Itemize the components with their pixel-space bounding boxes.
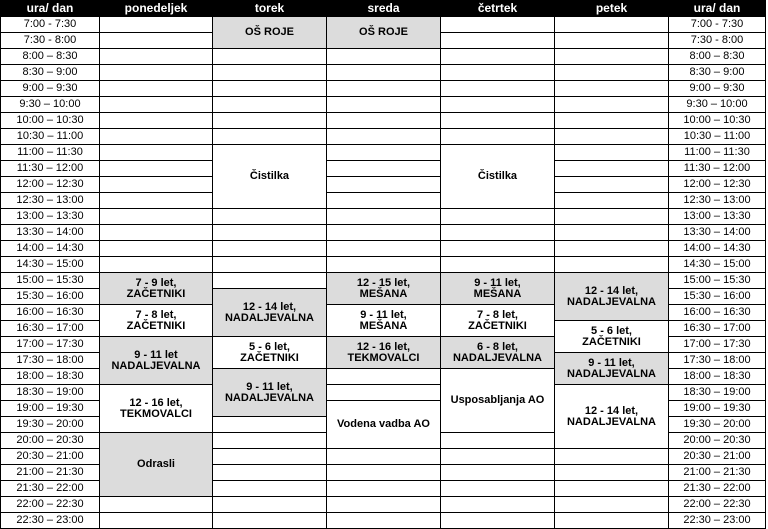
time-slot-right: 9:30 – 10:00	[669, 97, 766, 113]
empty-slot	[555, 129, 669, 145]
header-time-left: ura/ dan	[1, 1, 100, 17]
table-row	[1, 145, 766, 161]
empty-slot	[327, 113, 441, 129]
class-block-text: 6 - 8 let,	[477, 340, 518, 353]
table-row	[1, 257, 766, 273]
empty-slot	[327, 129, 441, 145]
class-block-text: ZAČETNIKI	[582, 335, 641, 348]
header-time-right: ura/ dan	[669, 1, 766, 17]
class-block-text: NADALJEVALNA	[566, 295, 657, 308]
class-block-text: Čistilka	[477, 170, 518, 182]
empty-slot	[441, 97, 555, 113]
class-block	[100, 337, 213, 385]
class-block-text: 12 - 14 let,	[242, 300, 297, 313]
time-slot-right: 7:30 - 8:00	[669, 33, 766, 49]
time-slot-right: 17:00 – 17:30	[669, 337, 766, 353]
class-block	[555, 273, 669, 321]
class-block	[327, 337, 441, 369]
empty-slot	[327, 145, 441, 161]
empty-slot	[213, 417, 327, 433]
time-slot-left: 18:30 – 19:00	[1, 385, 100, 401]
table-row	[1, 97, 766, 113]
table-row	[1, 209, 766, 225]
class-block-text: ZAČETNIKI	[468, 319, 527, 332]
empty-slot	[213, 65, 327, 81]
empty-slot	[555, 113, 669, 129]
empty-slot	[555, 49, 669, 65]
time-slot-left: 15:30 – 16:00	[1, 289, 100, 305]
time-slot-right: 17:30 – 18:00	[669, 353, 766, 369]
time-slot-right: 21:30 – 22:00	[669, 481, 766, 497]
class-block-text: TEKMOVALCI	[120, 407, 192, 420]
time-slot-right: 21:00 – 21:30	[669, 465, 766, 481]
empty-slot	[441, 449, 555, 465]
time-slot-left: 15:00 – 15:30	[1, 273, 100, 289]
time-slot-left: 7:30 - 8:00	[1, 33, 100, 49]
empty-slot	[213, 497, 327, 513]
time-slot-left: 22:00 – 22:30	[1, 497, 100, 513]
empty-slot	[327, 177, 441, 193]
time-slot-right: 20:00 – 20:30	[669, 433, 766, 449]
empty-slot	[100, 193, 213, 209]
empty-slot	[213, 97, 327, 113]
class-block-text: ZAČETNIKI	[240, 351, 299, 364]
empty-slot	[100, 113, 213, 129]
table-row	[1, 225, 766, 241]
empty-slot	[100, 129, 213, 145]
empty-slot	[555, 97, 669, 113]
time-slot-left: 17:30 – 18:00	[1, 353, 100, 369]
time-slot-left: 21:30 – 22:00	[1, 481, 100, 497]
class-block	[213, 337, 327, 369]
table-row	[1, 129, 766, 145]
empty-slot	[100, 65, 213, 81]
empty-slot	[327, 513, 441, 529]
empty-slot	[555, 145, 669, 161]
time-slot-right: 18:30 – 19:00	[669, 385, 766, 401]
table-row	[1, 273, 766, 289]
empty-slot	[327, 65, 441, 81]
time-slot-left: 18:00 – 18:30	[1, 369, 100, 385]
time-slot-right: 19:00 – 19:30	[669, 401, 766, 417]
empty-slot	[213, 49, 327, 65]
time-slot-left: 11:00 – 11:30	[1, 145, 100, 161]
table-row	[1, 513, 766, 529]
class-block	[100, 385, 213, 433]
header-row	[1, 1, 766, 17]
class-block	[213, 17, 327, 49]
time-slot-right: 22:30 – 23:00	[669, 513, 766, 529]
empty-slot	[213, 273, 327, 289]
class-block-text: Vodena vadba AO	[337, 418, 430, 430]
class-block-text: NADALJEVALNA	[566, 367, 657, 380]
time-slot-right: 11:00 – 11:30	[669, 145, 766, 161]
class-block	[327, 273, 441, 305]
empty-slot	[327, 241, 441, 257]
class-block-text: 7 - 8 let,	[135, 308, 177, 321]
time-slot-left: 16:00 – 16:30	[1, 305, 100, 321]
header-day-ponedeljek: ponedeljek	[100, 1, 213, 17]
class-block-text: NADALJEVALNA	[224, 391, 315, 404]
class-block	[213, 369, 327, 417]
class-block-text: 12 - 16 let,	[356, 340, 411, 353]
empty-slot	[100, 161, 213, 177]
table-row	[1, 161, 766, 177]
empty-slot	[555, 161, 669, 177]
table-row	[1, 81, 766, 97]
empty-slot	[100, 209, 213, 225]
empty-slot	[327, 81, 441, 97]
empty-slot	[213, 113, 327, 129]
class-block-text: 12 - 14 let,	[584, 284, 639, 297]
table-row	[1, 177, 766, 193]
class-block	[441, 273, 555, 305]
time-slot-left: 11:30 – 12:00	[1, 161, 100, 177]
class-block-text: NADALJEVALNA	[566, 415, 657, 428]
empty-slot	[555, 497, 669, 513]
empty-slot	[555, 465, 669, 481]
class-block-text: 12 - 15 let,	[356, 276, 411, 289]
empty-slot	[555, 241, 669, 257]
empty-slot	[213, 449, 327, 465]
time-slot-right: 20:30 – 21:00	[669, 449, 766, 465]
empty-slot	[555, 513, 669, 529]
class-block-text: NADALJEVALNA	[111, 359, 201, 372]
header-day-petek: petek	[555, 1, 669, 17]
table-row	[1, 17, 766, 33]
class-block-text: 9 - 11 let,	[474, 276, 521, 289]
empty-slot	[213, 481, 327, 497]
class-block	[100, 273, 213, 305]
header-day-sreda: sreda	[327, 1, 441, 17]
time-slot-right: 8:00 – 8:30	[669, 49, 766, 65]
time-slot-right: 13:00 – 13:30	[669, 209, 766, 225]
class-block-text: 9 - 11 let,	[588, 356, 635, 369]
empty-slot	[441, 209, 555, 225]
empty-slot	[327, 369, 441, 385]
schedule-body	[1, 17, 766, 529]
empty-slot	[327, 209, 441, 225]
class-block	[441, 145, 555, 209]
empty-slot	[555, 209, 669, 225]
empty-slot	[555, 193, 669, 209]
empty-slot	[441, 513, 555, 529]
class-block-text: ZAČETNIKI	[126, 319, 186, 332]
time-slot-left: 10:30 – 11:00	[1, 129, 100, 145]
table-row	[1, 49, 766, 65]
empty-slot	[327, 49, 441, 65]
empty-slot	[441, 465, 555, 481]
class-block-text: OŠ ROJE	[359, 26, 408, 38]
empty-slot	[100, 33, 213, 49]
class-block	[100, 433, 213, 497]
empty-slot	[213, 513, 327, 529]
empty-slot	[213, 209, 327, 225]
time-slot-left: 21:00 – 21:30	[1, 465, 100, 481]
time-slot-right: 7:00 - 7:30	[669, 17, 766, 33]
empty-slot	[441, 433, 555, 449]
empty-slot	[213, 225, 327, 241]
time-slot-left: 10:00 – 10:30	[1, 113, 100, 129]
empty-slot	[327, 225, 441, 241]
empty-slot	[100, 177, 213, 193]
time-slot-left: 19:00 – 19:30	[1, 401, 100, 417]
empty-slot	[441, 241, 555, 257]
empty-slot	[441, 81, 555, 97]
time-slot-left: 20:30 – 21:00	[1, 449, 100, 465]
time-slot-right: 11:30 – 12:00	[669, 161, 766, 177]
time-slot-left: 19:30 – 20:00	[1, 417, 100, 433]
empty-slot	[327, 497, 441, 513]
class-block-text: Čistilka	[249, 170, 290, 182]
empty-slot	[441, 33, 555, 49]
class-block-text: 5 - 6 let,	[249, 340, 290, 353]
class-block	[555, 321, 669, 353]
empty-slot	[555, 481, 669, 497]
empty-slot	[441, 129, 555, 145]
table-row	[1, 497, 766, 513]
empty-slot	[441, 49, 555, 65]
time-slot-right: 18:00 – 18:30	[669, 369, 766, 385]
empty-slot	[213, 433, 327, 449]
empty-slot	[327, 257, 441, 273]
class-block	[327, 17, 441, 49]
empty-slot	[327, 193, 441, 209]
header-day-torek: torek	[213, 1, 327, 17]
class-block	[100, 305, 213, 337]
empty-slot	[100, 97, 213, 113]
empty-slot	[327, 385, 441, 401]
empty-slot	[213, 465, 327, 481]
time-slot-right: 12:00 – 12:30	[669, 177, 766, 193]
time-slot-right: 15:30 – 16:00	[669, 289, 766, 305]
time-slot-right: 12:30 – 13:00	[669, 193, 766, 209]
time-slot-right: 19:30 – 20:00	[669, 417, 766, 433]
header-day-cetrtek: četrtek	[441, 1, 555, 17]
class-block-text: ZAČETNIKI	[126, 287, 186, 300]
time-slot-left: 8:00 – 8:30	[1, 49, 100, 65]
empty-slot	[441, 113, 555, 129]
class-block-text: MEŠANA	[473, 287, 522, 300]
class-block	[555, 353, 669, 385]
class-block-text: 12 - 14 let,	[584, 404, 639, 417]
table-row	[1, 193, 766, 209]
time-slot-left: 13:30 – 14:00	[1, 225, 100, 241]
class-block	[213, 145, 327, 209]
class-block-text: NADALJEVALNA	[224, 311, 315, 324]
empty-slot	[100, 81, 213, 97]
class-block-text: 7 - 9 let,	[135, 276, 177, 289]
time-slot-left: 22:30 – 23:00	[1, 513, 100, 529]
table-row	[1, 385, 766, 401]
class-block-text: 9 - 11 let	[134, 348, 178, 361]
empty-slot	[441, 481, 555, 497]
time-slot-left: 7:00 - 7:30	[1, 17, 100, 33]
empty-slot	[213, 81, 327, 97]
empty-slot	[555, 449, 669, 465]
class-block-text: OŠ ROJE	[245, 26, 294, 38]
time-slot-right: 16:30 – 17:00	[669, 321, 766, 337]
empty-slot	[327, 465, 441, 481]
class-block-text: 9 - 11 let,	[360, 308, 407, 321]
empty-slot	[555, 65, 669, 81]
class-block	[555, 385, 669, 449]
empty-slot	[213, 257, 327, 273]
empty-slot	[327, 161, 441, 177]
empty-slot	[327, 97, 441, 113]
class-block-text: TEKMOVALCI	[347, 351, 420, 364]
empty-slot	[555, 81, 669, 97]
time-slot-right: 14:30 – 15:00	[669, 257, 766, 273]
class-block-text: MEŠANA	[359, 319, 408, 332]
empty-slot	[327, 481, 441, 497]
time-slot-right: 10:00 – 10:30	[669, 113, 766, 129]
class-block-text: NADALJEVALNA	[452, 351, 543, 364]
time-slot-left: 9:00 – 9:30	[1, 81, 100, 97]
class-block-text: Usposabljanja AO	[450, 394, 545, 406]
class-block	[441, 305, 555, 337]
class-block-text: MEŠANA	[359, 287, 408, 300]
empty-slot	[441, 65, 555, 81]
empty-slot	[555, 177, 669, 193]
time-slot-right: 14:00 – 14:30	[669, 241, 766, 257]
empty-slot	[441, 17, 555, 33]
time-slot-right: 8:30 – 9:00	[669, 65, 766, 81]
class-block-text: Odrasli	[137, 458, 175, 470]
time-slot-left: 17:00 – 17:30	[1, 337, 100, 353]
empty-slot	[100, 225, 213, 241]
class-block	[327, 401, 441, 449]
time-slot-left: 16:30 – 17:00	[1, 321, 100, 337]
time-slot-left: 12:00 – 12:30	[1, 177, 100, 193]
table-row	[1, 241, 766, 257]
empty-slot	[100, 513, 213, 529]
time-slot-right: 13:30 – 14:00	[669, 225, 766, 241]
empty-slot	[555, 33, 669, 49]
time-slot-left: 14:00 – 14:30	[1, 241, 100, 257]
empty-slot	[555, 257, 669, 273]
time-slot-left: 8:30 – 9:00	[1, 65, 100, 81]
time-slot-right: 15:00 – 15:30	[669, 273, 766, 289]
empty-slot	[100, 49, 213, 65]
time-slot-right: 10:30 – 11:00	[669, 129, 766, 145]
time-slot-right: 16:00 – 16:30	[669, 305, 766, 321]
time-slot-right: 22:00 – 22:30	[669, 497, 766, 513]
empty-slot	[441, 497, 555, 513]
class-block-text: 7 - 8 let,	[477, 308, 518, 321]
empty-slot	[213, 241, 327, 257]
empty-slot	[327, 449, 441, 465]
time-slot-left: 13:00 – 13:30	[1, 209, 100, 225]
time-slot-left: 12:30 – 13:00	[1, 193, 100, 209]
class-block	[441, 337, 555, 369]
empty-slot	[441, 257, 555, 273]
empty-slot	[213, 129, 327, 145]
empty-slot	[441, 225, 555, 241]
class-block	[213, 289, 327, 337]
empty-slot	[100, 497, 213, 513]
class-block-text: 9 - 11 let,	[246, 380, 293, 393]
empty-slot	[555, 225, 669, 241]
class-block	[441, 369, 555, 433]
table-row	[1, 65, 766, 81]
class-block-text: 5 - 6 let,	[591, 324, 632, 337]
time-slot-right: 9:00 – 9:30	[669, 81, 766, 97]
empty-slot	[100, 17, 213, 33]
time-slot-left: 14:30 – 15:00	[1, 257, 100, 273]
class-block	[327, 305, 441, 337]
table-row	[1, 113, 766, 129]
empty-slot	[555, 17, 669, 33]
empty-slot	[100, 257, 213, 273]
empty-slot	[100, 145, 213, 161]
empty-slot	[100, 241, 213, 257]
time-slot-left: 20:00 – 20:30	[1, 433, 100, 449]
class-block-text: 12 - 16 let,	[129, 396, 183, 409]
time-slot-left: 9:30 – 10:00	[1, 97, 100, 113]
